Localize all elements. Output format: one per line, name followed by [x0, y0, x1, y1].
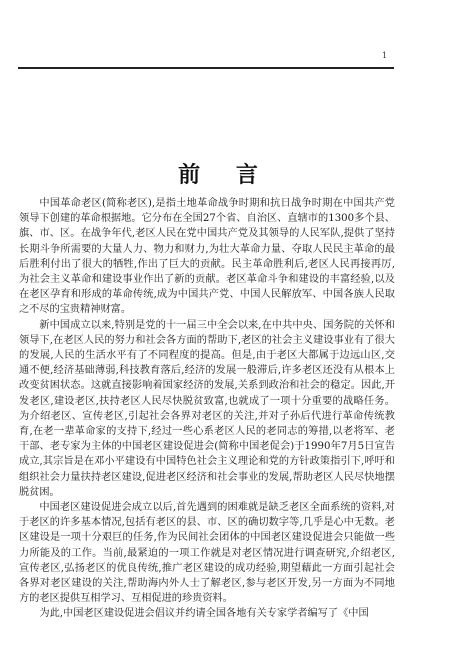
paragraph-4: 为此,中国老区建设促进会倡议并约请全国各地有关专家学者编写了《中国: [39, 608, 369, 620]
paragraph-2: 新中国成立以来,特别是党的十一届三中全会以来,在中共中央、国务院的关怀和领导下,在老区人民的努力和社会各方面的帮助下,老区的社会主义建设事业有了很大的发展,人民的生活水平有了不同程度的提高。但是,由于老区大都属于边远山区,交通不便,经济基础薄弱,科技教育落后,经济的发展一般滞后,许多老区还没有从根本上改变贫困状态。这就直接影响着国家经济的发展,关系到政治和社会的稳定。因此,开发老区,建设老区,扶持老区人民尽快脱贫致富,也就成了一项十分重要的战略任务。为介绍老区、宣传老区,引起社会各界对老区的关注,并对子孙后代进行革命传统教育,在老一辈革命家的支持下,经过一些心系老区人民的老同志的筹措,以老将军、老干部、老专家为主体的中国老区建设促进会(简称中国老促会)于1990年7月5日宣告成立,其宗旨是在邓小平建设有中国特色社会主义理论和党的方针政策指引下,呼吁和组织社会力量扶持老区建设,促进老区经济和社会事业的发展,帮助老区人民尽快地摆脱贫困。: [19, 319, 395, 498]
header-rule: [18, 67, 394, 69]
page-number: 1: [382, 51, 388, 60]
paragraph-1: 中国革命老区(简称老区),是指土地革命战争时期和抗日战争时期在中国共产党领导下创建的革命根据地。它分布在全国27个省、自治区、直辖市的1300多个县、旗、市、区。在战争年代,老区人民在党中国共产党及其领导的人民军队,提供了坚持长期斗争所需要的大量人力、物力和财力,为壮大革命力量、夺取人民民主革命的最后胜利付出了很大的牺牲,作出了巨大的贡献。民主革命胜利后,老区人民再接再厉,为社会主义革命和建设事业作出了新的贡献。老区革命斗争和建设的丰富经验,以及在老区孕育和形成的革命传统,成为中国共产党、中国人民解放军、中国各族人民取之不尽的宝贵精神财富。: [19, 198, 395, 316]
paragraph-3: 中国老区建设促进会成立以后,首先遇到的困难就是缺乏老区全面系统的资料,对于老区的许多基本情况,包括有老区的县、市、区的确切数字等,几乎是心中无数。老区建设是一项十分艰巨的任务,作为民间社会团体的中国老区建设促进会只能做一些力所能及的工作。当前,最紧迫的一项工作就是对老区情况进行调查研究,介绍老区,宣传老区,弘扬老区的优良传统,推广老区建设的成功经验,期望藉此一方面引起社会各界对老区建设的关注,帮助海内外人士了解老区,参与老区开发,另一方面为不同地方的老区提供互相学习、互相促进的珍贵资料。: [19, 502, 395, 605]
page-title: 前 言: [178, 162, 272, 188]
body-text: [19, 196, 395, 622]
